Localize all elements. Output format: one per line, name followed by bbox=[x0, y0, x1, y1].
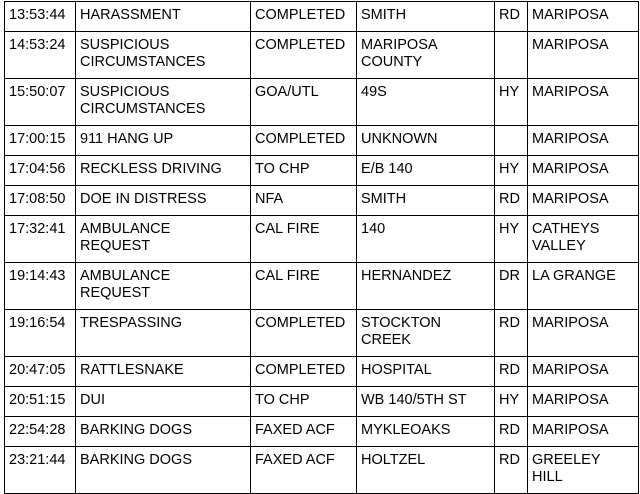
call-type-cell-line: RECKLESS DRIVING bbox=[80, 161, 222, 177]
street-suffix-cell: HY bbox=[495, 216, 528, 263]
city-cell bbox=[528, 156, 639, 186]
disposition-cell: COMPLETED bbox=[251, 32, 357, 79]
city-cell bbox=[528, 186, 639, 216]
table-row bbox=[5, 357, 639, 387]
disposition-cell: TO CHP bbox=[251, 387, 357, 417]
street-cell-line: CREEK bbox=[361, 332, 411, 348]
city-cell bbox=[528, 126, 639, 156]
table-row bbox=[5, 417, 639, 447]
table-row bbox=[5, 263, 639, 310]
street-cell bbox=[357, 216, 495, 263]
call-type-cell-line: CIRCUMSTANCES bbox=[80, 54, 206, 70]
time-cell: 17:00:15 bbox=[5, 126, 76, 156]
call-log-table bbox=[4, 1, 639, 494]
street-cell bbox=[357, 263, 495, 310]
city-cell bbox=[528, 387, 639, 417]
street-cell bbox=[357, 387, 495, 417]
street-cell-line: STOCKTON bbox=[361, 315, 442, 331]
street-cell-line: MARIPOSA bbox=[361, 37, 438, 53]
city-cell bbox=[528, 310, 639, 357]
city-cell-line: LA GRANGE bbox=[532, 268, 616, 284]
call-type-cell-line: BARKING DOGS bbox=[80, 422, 192, 438]
call-type-cell bbox=[76, 32, 251, 79]
street-suffix-cell: HY bbox=[495, 79, 528, 126]
call-type-cell-line: DUI bbox=[80, 392, 105, 408]
city-cell-line: HILL bbox=[532, 469, 563, 485]
call-type-cell-line: 911 HANG UP bbox=[80, 131, 174, 147]
time-cell: 17:08:50 bbox=[5, 186, 76, 216]
street-cell-line: COUNTY bbox=[361, 54, 423, 70]
street-cell-line: HOLTZEL bbox=[361, 452, 426, 468]
call-type-cell-line: DOE IN DISTRESS bbox=[80, 191, 207, 207]
time-cell: 20:47:05 bbox=[5, 357, 76, 387]
call-type-cell bbox=[76, 357, 251, 387]
city-cell bbox=[528, 263, 639, 310]
street-suffix-cell: HY bbox=[495, 387, 528, 417]
call-type-cell-line: AMBULANCE bbox=[80, 221, 171, 237]
call-type-cell bbox=[76, 126, 251, 156]
city-cell-line: MARIPOSA bbox=[532, 84, 609, 100]
city-cell bbox=[528, 417, 639, 447]
street-suffix-cell bbox=[495, 32, 528, 79]
table-row bbox=[5, 126, 639, 156]
street-cell-line: SMITH bbox=[361, 191, 407, 207]
street-suffix-cell: RD bbox=[495, 447, 528, 494]
disposition-cell: NFA bbox=[251, 186, 357, 216]
street-suffix-cell: RD bbox=[495, 2, 528, 32]
street-suffix-cell: RD bbox=[495, 310, 528, 357]
city-cell-line: GREELEY bbox=[532, 452, 601, 468]
street-cell bbox=[357, 32, 495, 79]
street-cell-line: MYKLEOAKS bbox=[361, 422, 451, 438]
street-cell-line: SMITH bbox=[361, 7, 407, 23]
city-cell-line: MARIPOSA bbox=[532, 161, 609, 177]
city-cell bbox=[528, 79, 639, 126]
call-type-cell-line: TRESPASSING bbox=[80, 315, 183, 331]
table-row bbox=[5, 310, 639, 357]
call-type-cell-line: HARASSMENT bbox=[80, 7, 181, 23]
time-cell: 14:53:24 bbox=[5, 32, 76, 79]
city-cell-line: VALLEY bbox=[532, 238, 586, 254]
street-suffix-cell: DR bbox=[495, 263, 528, 310]
street-cell bbox=[357, 310, 495, 357]
street-cell bbox=[357, 357, 495, 387]
time-cell: 23:21:44 bbox=[5, 447, 76, 494]
street-suffix-cell: RD bbox=[495, 417, 528, 447]
city-cell bbox=[528, 447, 639, 494]
city-cell-line: MARIPOSA bbox=[532, 37, 609, 53]
disposition-cell: COMPLETED bbox=[251, 357, 357, 387]
call-type-cell-line: CIRCUMSTANCES bbox=[80, 101, 206, 117]
disposition-cell: TO CHP bbox=[251, 156, 357, 186]
time-cell: 19:16:54 bbox=[5, 310, 76, 357]
city-cell-line: MARIPOSA bbox=[532, 7, 609, 23]
city-cell-line: MARIPOSA bbox=[532, 422, 609, 438]
call-type-cell bbox=[76, 186, 251, 216]
disposition-cell: CAL FIRE bbox=[251, 263, 357, 310]
street-cell-line: WB 140/5TH ST bbox=[361, 392, 467, 408]
call-type-cell-line: SUSPICIOUS bbox=[80, 37, 170, 53]
street-cell-line: 49S bbox=[361, 84, 387, 100]
call-type-cell-line: AMBULANCE bbox=[80, 268, 171, 284]
city-cell-line: MARIPOSA bbox=[532, 131, 609, 147]
time-cell: 17:32:41 bbox=[5, 216, 76, 263]
street-cell-line: HOSPITAL bbox=[361, 362, 432, 378]
table-row bbox=[5, 387, 639, 417]
call-type-cell-line: RATTLESNAKE bbox=[80, 362, 184, 378]
time-cell: 13:53:44 bbox=[5, 2, 76, 32]
street-suffix-cell: RD bbox=[495, 186, 528, 216]
disposition-cell: COMPLETED bbox=[251, 2, 357, 32]
disposition-cell: FAXED ACF bbox=[251, 417, 357, 447]
disposition-cell: GOA/UTL bbox=[251, 79, 357, 126]
city-cell-line: MARIPOSA bbox=[532, 392, 609, 408]
city-cell-line: CATHEYS bbox=[532, 221, 600, 237]
table-row bbox=[5, 79, 639, 126]
time-cell: 17:04:56 bbox=[5, 156, 76, 186]
street-cell-line: UNKNOWN bbox=[361, 131, 438, 147]
street-cell bbox=[357, 2, 495, 32]
call-type-cell bbox=[76, 263, 251, 310]
call-type-cell bbox=[76, 447, 251, 494]
table-row bbox=[5, 447, 639, 494]
call-type-cell-line: REQUEST bbox=[80, 238, 151, 254]
call-type-cell bbox=[76, 310, 251, 357]
street-cell bbox=[357, 447, 495, 494]
call-type-cell bbox=[76, 417, 251, 447]
call-log-body bbox=[5, 2, 639, 494]
call-type-cell bbox=[76, 387, 251, 417]
time-cell: 19:14:43 bbox=[5, 263, 76, 310]
disposition-cell: CAL FIRE bbox=[251, 216, 357, 263]
street-cell bbox=[357, 156, 495, 186]
city-cell bbox=[528, 357, 639, 387]
city-cell-line: MARIPOSA bbox=[532, 191, 609, 207]
call-type-cell-line: REQUEST bbox=[80, 285, 151, 301]
street-cell-line: 140 bbox=[361, 221, 386, 237]
call-type-cell-line: SUSPICIOUS bbox=[80, 84, 170, 100]
city-cell-line: MARIPOSA bbox=[532, 315, 609, 331]
city-cell bbox=[528, 32, 639, 79]
street-cell-line: E/B 140 bbox=[361, 161, 413, 177]
disposition-cell: COMPLETED bbox=[251, 126, 357, 156]
call-type-cell bbox=[76, 216, 251, 263]
disposition-cell: COMPLETED bbox=[251, 310, 357, 357]
city-cell bbox=[528, 216, 639, 263]
street-suffix-cell: HY bbox=[495, 156, 528, 186]
street-suffix-cell: RD bbox=[495, 357, 528, 387]
table-row bbox=[5, 32, 639, 79]
street-cell bbox=[357, 186, 495, 216]
street-cell-line: HERNANDEZ bbox=[361, 268, 452, 284]
street-cell bbox=[357, 79, 495, 126]
table-row bbox=[5, 186, 639, 216]
city-cell bbox=[528, 2, 639, 32]
call-type-cell-line: BARKING DOGS bbox=[80, 452, 192, 468]
street-suffix-cell bbox=[495, 126, 528, 156]
city-cell-line: MARIPOSA bbox=[532, 362, 609, 378]
call-type-cell bbox=[76, 2, 251, 32]
disposition-cell: FAXED ACF bbox=[251, 447, 357, 494]
time-cell: 20:51:15 bbox=[5, 387, 76, 417]
time-cell: 22:54:28 bbox=[5, 417, 76, 447]
call-type-cell bbox=[76, 156, 251, 186]
street-cell bbox=[357, 417, 495, 447]
table-row bbox=[5, 156, 639, 186]
table-row bbox=[5, 216, 639, 263]
street-cell bbox=[357, 126, 495, 156]
call-type-cell bbox=[76, 79, 251, 126]
table-row bbox=[5, 2, 639, 32]
time-cell: 15:50:07 bbox=[5, 79, 76, 126]
